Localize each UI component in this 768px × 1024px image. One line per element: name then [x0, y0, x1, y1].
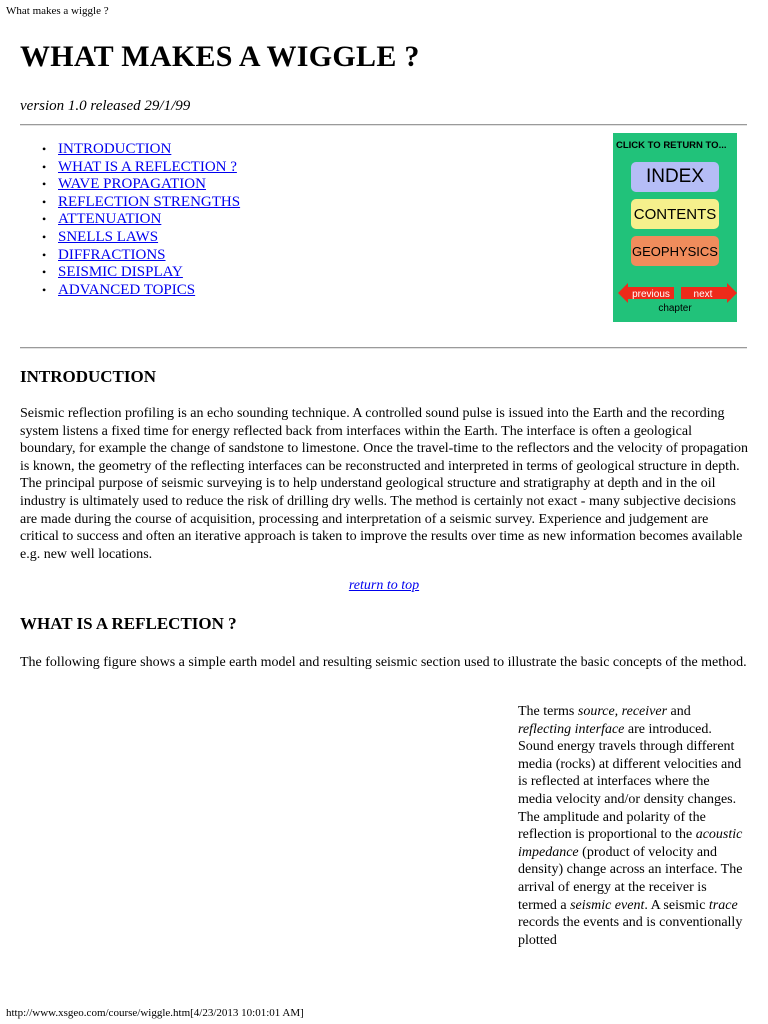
- side-text-run: are introduced. Sound energy travels through different media (rocks) at different velocities and is reflected at interfaces where the media velocity and/or density changes. The amplitude and polarity of the reflection is proportional to the: [518, 721, 742, 843]
- side-text-run: The terms: [518, 704, 578, 719]
- side-text-run: and: [667, 704, 691, 719]
- next-label: next: [693, 289, 713, 300]
- table-of-contents: [20, 141, 240, 299]
- toc-item: [58, 264, 240, 282]
- toc-link-seismic-display[interactable]: SEISMIC DISPLAY: [58, 264, 183, 281]
- previous-arrow-icon[interactable]: [618, 283, 674, 303]
- toc-item: [58, 194, 240, 212]
- toc-link-what-is-a-reflection[interactable]: WHAT IS A REFLECTION ?: [58, 158, 237, 175]
- toc-item: [58, 247, 240, 265]
- index-button[interactable]: INDEX: [631, 162, 719, 192]
- nav-caption: CLICK TO RETURN TO...: [616, 140, 727, 151]
- term-source-receiver: source, receiver: [577, 704, 668, 719]
- toc-link-introduction[interactable]: INTRODUCTION: [58, 141, 172, 157]
- term-trace: trace: [708, 897, 738, 913]
- side-text-run: records the events and is conventionally plotted: [518, 915, 743, 948]
- toc-item: [58, 141, 240, 159]
- contents-button[interactable]: CONTENTS: [631, 199, 719, 229]
- toc-link-diffractions[interactable]: DIFFRACTIONS: [58, 246, 166, 263]
- section-divider: [20, 347, 747, 349]
- top-divider: [20, 124, 747, 126]
- page-title: WHAT MAKES A WIGGLE ?: [20, 40, 420, 73]
- geophysics-button[interactable]: GEOPHYSICS: [631, 236, 719, 266]
- navigation-panel: [613, 133, 737, 322]
- toc-link-snells-laws[interactable]: SNELLS LAWS: [58, 228, 159, 245]
- toc-item: [58, 211, 240, 229]
- reflection-side-text: [518, 703, 746, 949]
- reflection-intro-paragraph: The following figure shows a simple earth model and resulting seismic section used to illustrate the basic concepts of the method.: [20, 655, 747, 670]
- toc-item: [58, 229, 240, 247]
- term-seismic-event: seismic event: [570, 897, 645, 913]
- print-header: What makes a wiggle ?: [6, 5, 109, 17]
- toc-item: [58, 159, 240, 177]
- return-to-top: [0, 578, 768, 594]
- print-footer: http://www.xsgeo.com/course/wiggle.htm[4/23/2013 10:01:01 AM]: [6, 1007, 304, 1019]
- introduction-heading: INTRODUCTION: [20, 367, 157, 386]
- version-text: version 1.0 released 29/1/99: [20, 98, 191, 114]
- return-to-top-link[interactable]: return to top: [348, 578, 420, 593]
- toc-link-attenuation[interactable]: ATTENUATION: [58, 211, 162, 228]
- toc-link-wave-propagation[interactable]: WAVE PROPAGATION: [58, 176, 206, 193]
- reflection-heading: WHAT IS A REFLECTION ?: [20, 614, 237, 633]
- next-arrow-icon[interactable]: [681, 283, 737, 303]
- toc-item: [58, 176, 240, 194]
- chapter-label: chapter: [658, 303, 692, 314]
- previous-label: previous: [632, 289, 670, 300]
- toc-link-advanced-topics[interactable]: ADVANCED TOPICS: [58, 281, 196, 298]
- term-acoustic-impedance: acoustic impedance: [518, 827, 743, 860]
- toc-link-reflection-strengths[interactable]: REFLECTION STRENGTHS: [58, 193, 241, 210]
- side-text-run: (product of velocity and density) change across an interface. The arrival of energy at the receiver is termed a: [518, 844, 743, 913]
- toc-item: [58, 282, 240, 300]
- introduction-paragraph: Seismic reflection profiling is an echo sounding technique. A controlled sound pulse is issued into the Earth and the recording system listens a fixed time for energy reflected back from interfaces within the Earth. The interface is often a geological boundary, for example the change of sandstone to limestone. Once the travel-time to the reflectors and the velocity of propagation is known, the geometry of the reflecting interfaces can be reconstructed and interpreted in terms of geological structure in depth. The principal purpose of seismic surveying is to help understand geological structure and stratigraphy at depth and in the oil industry is ultimately used to reduce the risk of drilling dry wells. The method is certainly not exact - many subjective decisions are made during the course of acquisition, processing and interpretation of a seismic survey. Experience and judgement are critical to success and often an iterative approach is taken to improve the results over time as new information becomes available e.g. new well locations.: [20, 406, 749, 562]
- side-text-run: . A seismic: [644, 897, 709, 913]
- term-reflecting-interface: reflecting interface: [518, 721, 625, 737]
